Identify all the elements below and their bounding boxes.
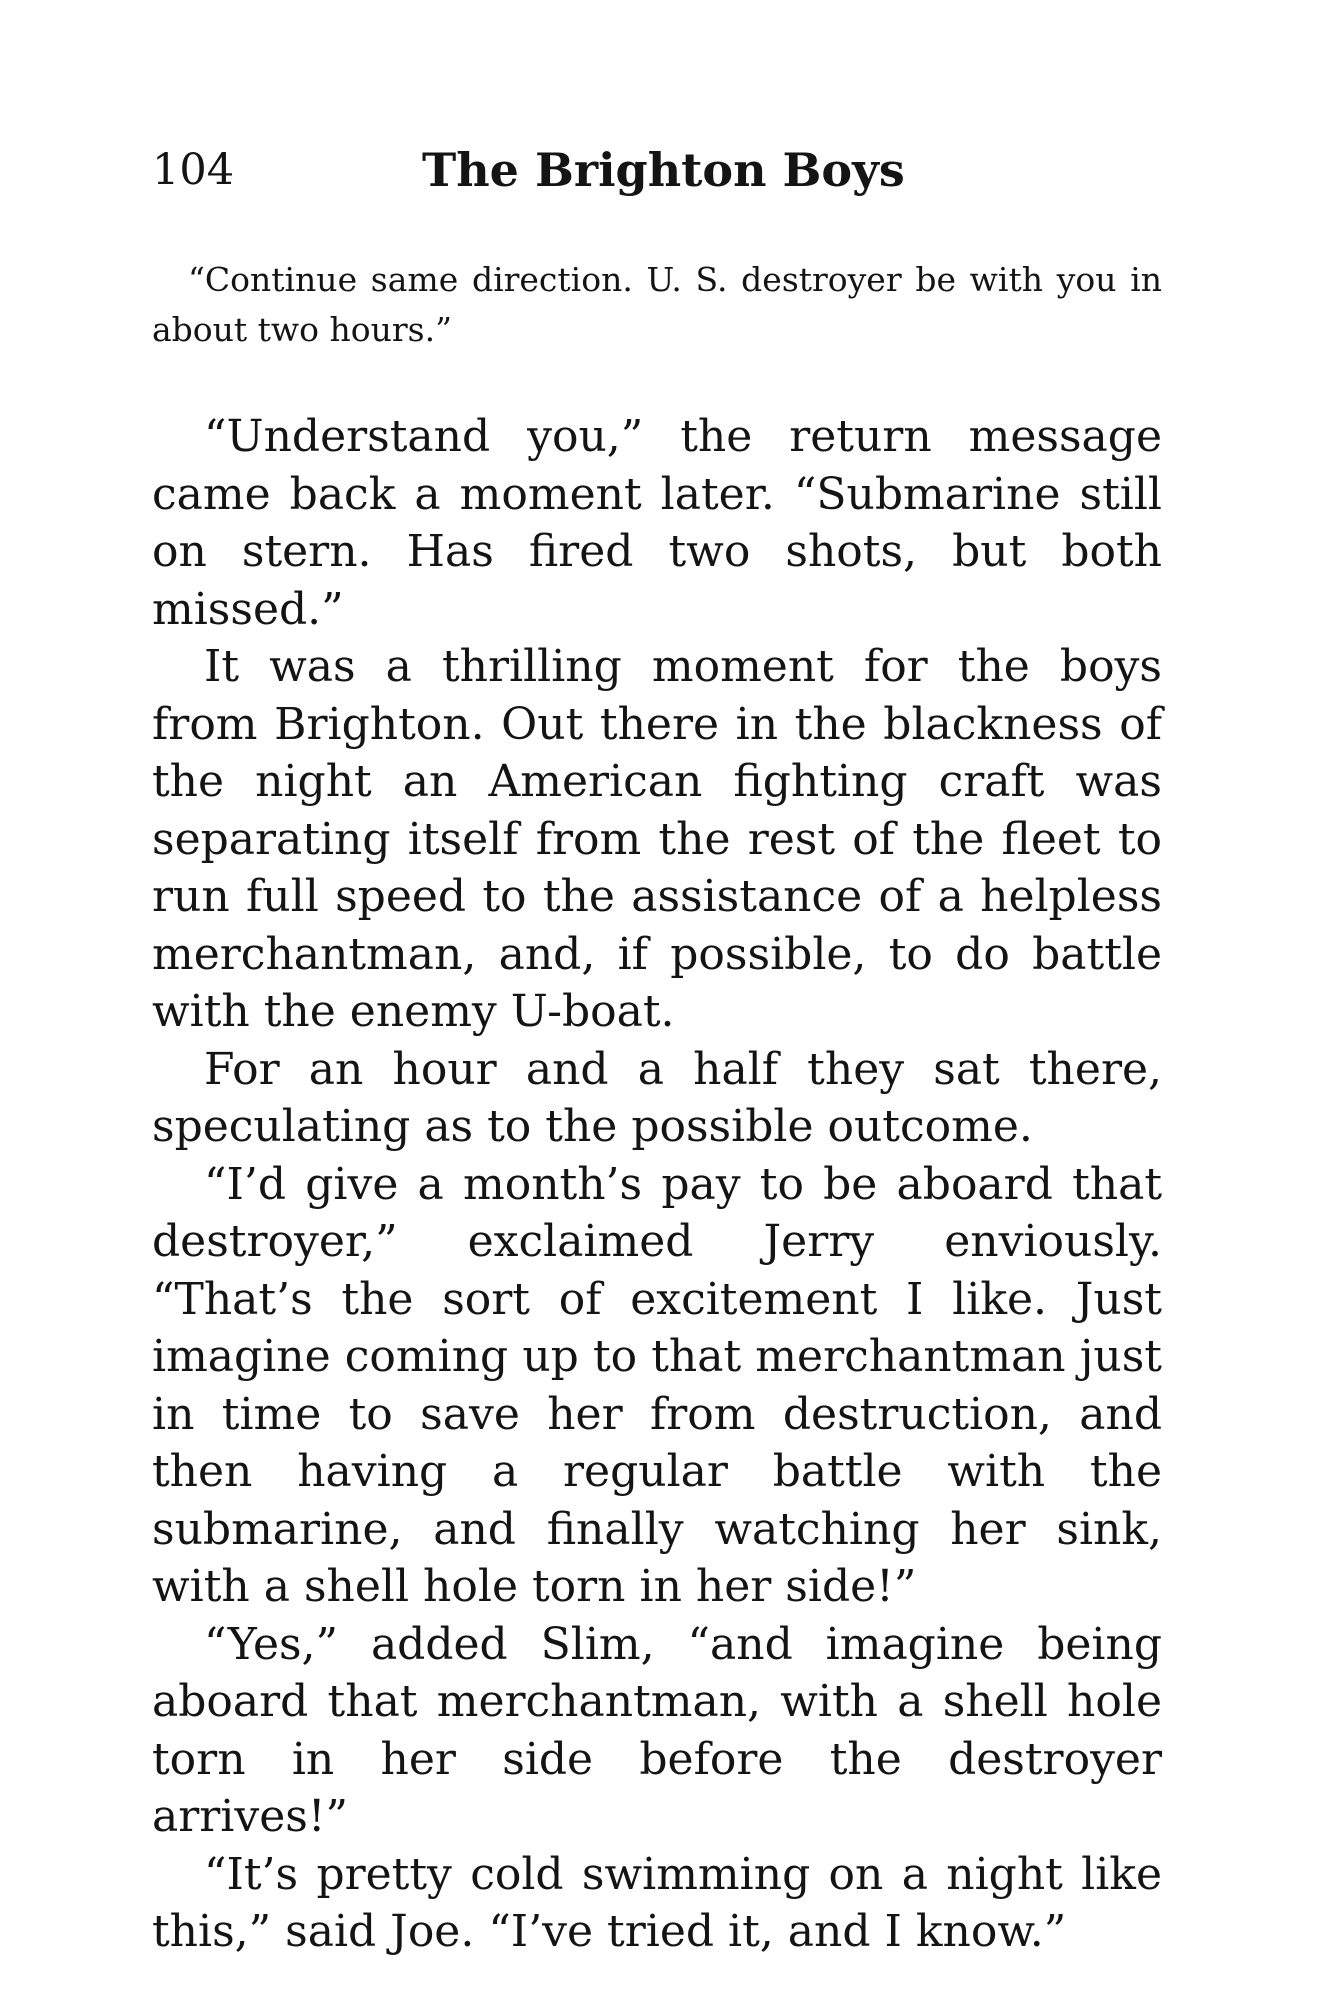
paragraph: “Yes,” added Slim, “and imagine being aboard that merchantman, with a shell hole torn in her side before the destroyer arrives!” [152,1618,1162,1842]
running-head [152,140,1152,200]
body-text [152,408,1162,1961]
book-title: The Brighton Boys [422,143,905,197]
paragraph: “I’d give a month’s pay to be aboard that destroyer,” exclaimed Jerry enviously. “That’s the sort of excitement I like. Just imagine coming up to that merchantman just in time to save her from destruction, and then having a regular battle with the submarine, and finally watching her sink, with a shell hole torn in her side!” [152,1158,1162,1612]
paragraph: “Understand you,” the return message came back a moment later. “Submarine still on stern. Has fired two shots, but both missed.” [152,411,1162,635]
paragraph: For an hour and a half they sat there, speculating as to the possible outcome. [152,1043,1162,1152]
telegraph-message [152,255,1162,355]
message-text: “Continue same direction. U. S. destroyer be with you in about two hours.” [152,260,1162,349]
paragraph: It was a thrilling moment for the boys from Brighton. Out there in the blackness of the night an American fighting craft was separating itself from the rest of the fleet to run full speed to the assistance of a helpless merchantman, and, if possible, to do battle with the enemy U-boat. [152,641,1162,1037]
paragraph: “It’s pretty cold swimming on a night like this,” said Joe. “I’ve tried it, and I know.” [152,1848,1162,1957]
page-number: 104 [152,145,235,195]
